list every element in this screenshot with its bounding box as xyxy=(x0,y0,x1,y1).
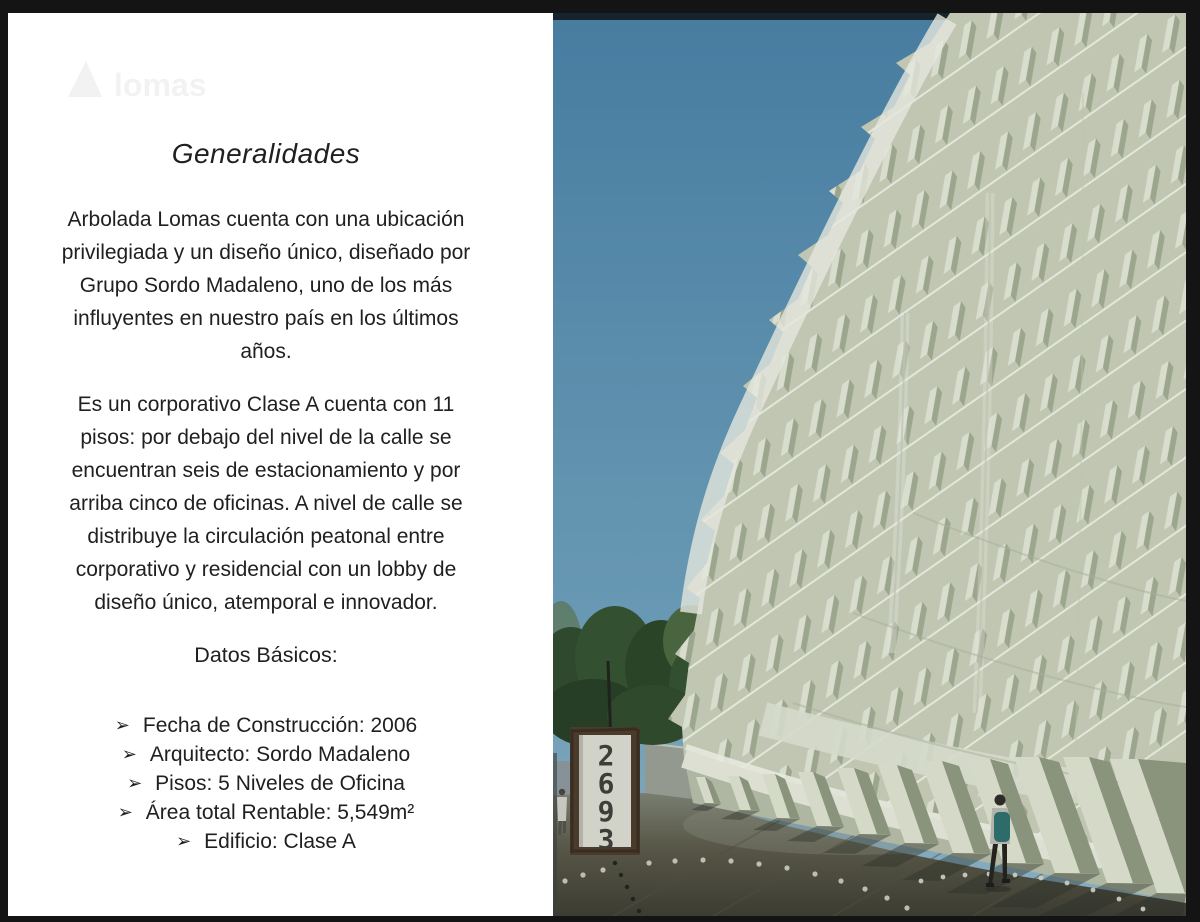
bullet-item xyxy=(8,714,524,743)
watermark-logo xyxy=(56,49,246,111)
list-heading: Datos Básicos: xyxy=(194,643,338,667)
paragraph-building: Es un corporativo Clase A cuenta con 11 pisos: por debajo del nivel de la calle se encuentran seis de estacionamiento y por arriba cinco de oficinas. A nivel de calle se distribuye la circulación peatonal entre corporativo y residencial con un lobby de diseño único, atemporal e innovador. xyxy=(69,393,463,614)
paragraph-intro: Arbolada Lomas cuenta con una ubicación privilegiada y un diseño único, diseñado por Grupo Sordo Madaleno, uno de los más influyentes en nuestro país en los últimos años. xyxy=(61,208,471,363)
photo-tint xyxy=(553,13,1186,916)
slide-page xyxy=(8,13,1186,916)
arrow-bullet-icon: ➢ xyxy=(114,715,130,736)
arrow-bullet-icon: ➢ xyxy=(121,744,137,765)
svg-text:2: 2 xyxy=(597,739,615,772)
bullet-item xyxy=(8,801,524,830)
bullet-item xyxy=(8,772,524,801)
bullet-item xyxy=(8,830,524,859)
svg-text:9: 9 xyxy=(597,795,615,828)
arrow-bullet-icon: ➢ xyxy=(176,831,192,852)
svg-text:6: 6 xyxy=(597,767,615,800)
building-photo xyxy=(553,13,1186,916)
watermark-text: lomas xyxy=(114,67,207,103)
bullet-text: Área total Rentable: 5,549m² xyxy=(145,801,415,824)
arrow-bullet-icon: ➢ xyxy=(127,773,143,794)
watermark-mountain-icon xyxy=(68,61,102,97)
basic-data-list xyxy=(8,714,524,859)
bullet-text: Arquitecto: Sordo Madaleno xyxy=(149,743,411,766)
bullet-text: Edificio: Clase A xyxy=(204,830,356,853)
bullet-item xyxy=(8,743,524,772)
bullet-text: Pisos: 5 Niveles de Oficina xyxy=(155,772,405,795)
bullet-text: Fecha de Construcción: 2006 xyxy=(142,714,418,737)
text-column xyxy=(8,13,524,916)
arrow-bullet-icon: ➢ xyxy=(117,802,133,823)
svg-text:3: 3 xyxy=(597,823,615,856)
page-title: Generalidades xyxy=(171,138,361,169)
